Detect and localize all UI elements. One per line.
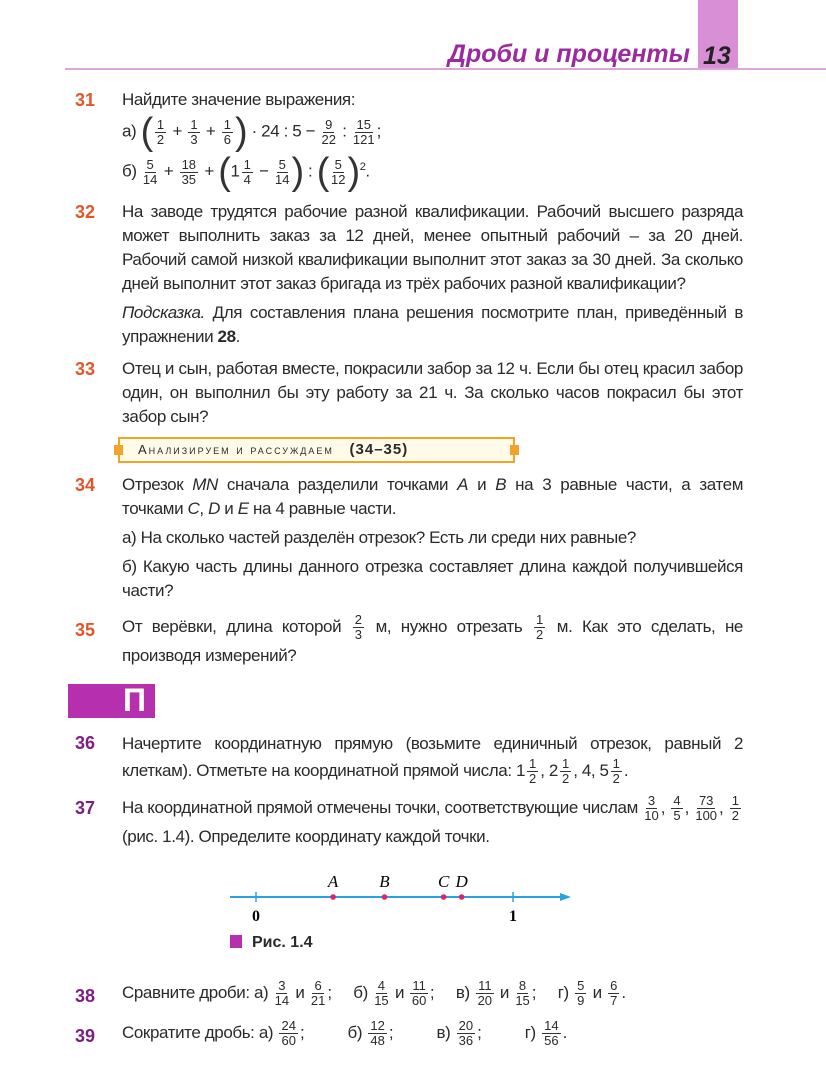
fraction: [542, 1019, 560, 1048]
text: ; г): [531, 983, 574, 1003]
fraction: [457, 1019, 475, 1048]
text: :: [303, 161, 317, 181]
denominator: 4: [243, 171, 251, 187]
numerator: 11: [478, 978, 492, 994]
point-marker: [441, 894, 447, 900]
numerator: 18: [181, 156, 197, 172]
fraction: [222, 118, 233, 147]
numerator: 3: [647, 793, 656, 809]
problem-number: 33: [75, 359, 96, 379]
point-label: D: [455, 872, 468, 892]
fraction: [730, 794, 741, 823]
fraction: [279, 1019, 297, 1048]
text: Отрезок: [122, 475, 193, 494]
fraction: [671, 794, 682, 823]
denominator: 60: [281, 1033, 296, 1049]
numerator: 3: [278, 978, 286, 994]
denominator: 15: [515, 993, 530, 1009]
italic-text: B: [495, 475, 507, 494]
denominator: 3: [354, 627, 363, 643]
denominator: 2: [561, 771, 570, 787]
figure-caption: [230, 934, 743, 952]
denominator: 60: [411, 993, 427, 1009]
problem-text: [122, 613, 743, 670]
denominator: 5: [673, 808, 681, 824]
denominator: 12: [330, 171, 346, 187]
parenthesis: ): [347, 151, 360, 193]
text: , 4, 5: [573, 761, 609, 781]
denominator: 22: [321, 131, 336, 147]
numerator: 1: [535, 612, 544, 628]
text: .: [235, 327, 240, 346]
problem-text: [122, 978, 743, 1008]
text: сначала разделили точками: [217, 475, 458, 494]
point-label: A: [327, 872, 339, 892]
fraction: [242, 158, 253, 187]
banner-range: (34–35): [349, 441, 409, 458]
denominator: 9: [577, 993, 585, 1009]
text: ; б): [299, 1023, 367, 1043]
text: Найдите значение выражения:: [122, 90, 356, 109]
numerator: 1: [529, 756, 537, 772]
hint: [122, 301, 743, 349]
point-marker: [382, 894, 388, 900]
fraction: [188, 118, 199, 147]
numerator: 5: [146, 156, 154, 172]
fraction: [275, 158, 289, 187]
text: .: [365, 161, 370, 181]
fraction: [143, 158, 157, 187]
numerator: 6: [314, 978, 322, 994]
problem-34: [75, 473, 743, 603]
denominator: 15: [374, 993, 389, 1009]
denominator: 2: [535, 627, 544, 643]
text: Для составления плана решения посмотрите план, приведённый в упражнении: [122, 303, 743, 346]
italic-text: MN: [192, 475, 218, 494]
numerator: 1: [223, 116, 231, 132]
part-b: [122, 555, 743, 603]
text: .: [562, 1023, 567, 1043]
denominator: 3: [190, 131, 198, 147]
problem-38: [75, 978, 743, 1008]
text: ,: [684, 798, 694, 818]
denominator: 2: [156, 131, 165, 147]
problem-31: [75, 88, 743, 192]
numerator: 8: [518, 978, 527, 994]
text: и: [390, 983, 409, 1003]
fraction: [410, 979, 428, 1008]
problem-number: 32: [75, 202, 96, 222]
page-number: 13: [703, 42, 731, 70]
numerator: 1: [156, 116, 165, 132]
text: .: [623, 761, 629, 781]
denominator: 48: [370, 1033, 385, 1049]
numerator: 24: [281, 1018, 296, 1034]
fraction: [374, 979, 388, 1008]
text: на 3 равные части, а затем точками: [122, 475, 743, 518]
numerator: 1: [731, 793, 739, 809]
text: −: [254, 161, 273, 181]
text: а) На сколько частей разделён отрезок? Есть ли среди них равные?: [122, 528, 636, 547]
text: м. Как это сделать, не производя измерений?: [122, 617, 743, 666]
text: на 4 равные части.: [248, 499, 397, 518]
denominator: 7: [610, 993, 618, 1009]
text: Сравните дроби: а): [122, 983, 273, 1003]
numerator: 15: [356, 116, 371, 132]
problem-number: 38: [75, 986, 96, 1007]
fraction: [180, 158, 198, 187]
text: и: [468, 475, 496, 494]
problem-number: 31: [75, 90, 96, 110]
text: ;: [376, 121, 381, 141]
number-line-figure: [225, 865, 585, 930]
denominator: 121: [352, 131, 375, 147]
parenthesis: (: [316, 151, 329, 193]
denominator: 56: [544, 1033, 559, 1049]
text: б) Какую часть длины данного отрезка составляет длина каждой получившейся части?: [122, 557, 743, 600]
problem-text: [122, 794, 743, 851]
text: ; г): [477, 1023, 541, 1043]
problem-32: [75, 200, 743, 349]
text: На координатной прямой отмечены точки, соответствующие числам: [122, 798, 643, 818]
point-label: C: [437, 872, 450, 892]
problem-35: [75, 613, 743, 670]
text: ; б): [327, 983, 373, 1003]
denominator: 20: [477, 993, 493, 1009]
denominator: 14: [142, 171, 158, 187]
text: и: [588, 983, 607, 1003]
italic-text: A: [457, 475, 469, 494]
problem-36: [75, 730, 743, 786]
italic-text: Подсказка.: [122, 303, 205, 322]
text: ; в): [388, 1023, 455, 1043]
text: На заводе трудятся рабочие разной квалификации. Рабочий высшего разряда может выполнить заказ за 12 дней, менее опытный рабочий – за 20 дней. Рабочий самой низкой квалификации выполнит этот заказ за 30 дней. За сколько дней выполнит этот заказ бригада из трёх рабочих разной квалификации?: [122, 202, 743, 293]
point-marker: [330, 894, 336, 900]
denominator: 14: [274, 171, 290, 187]
fraction: [534, 613, 545, 642]
text: б): [122, 161, 141, 181]
banner-marker: [114, 445, 123, 455]
text: От верёвки, длина которой: [122, 617, 351, 636]
parenthesis: (: [218, 151, 231, 193]
numerator: 4: [673, 793, 681, 809]
badge-letter: П: [123, 682, 146, 719]
problem-text: [122, 473, 743, 521]
axis-arrow: [560, 893, 571, 901]
exponent: 2: [359, 160, 366, 173]
fraction: [695, 794, 717, 823]
problem-number: 36: [75, 733, 96, 754]
numerator: 20: [458, 1018, 474, 1034]
fraction: [611, 757, 622, 786]
text: Отец и сын, работая вместе, покрасили забор за 12 ч. Если бы отец красил забор один, он выполнил бы эту работу за 21 ч. За сколько часов покрасил бы этот забор сын?: [122, 359, 743, 426]
caption-text: Рис. 1.4: [252, 934, 313, 952]
numerator: 2: [354, 612, 363, 628]
denominator: 10: [644, 808, 659, 824]
fraction: [331, 158, 345, 187]
numerator: 73: [698, 793, 714, 809]
caption-marker: [230, 935, 242, 948]
italic-text: C: [187, 499, 200, 518]
text: Начертите координатную прямую (возьмите единичный отрезок, равный 2 клеткам). Отметьте на координатной прямой числа: 1: [122, 734, 743, 781]
section-badge: [68, 684, 155, 718]
text: :: [337, 121, 351, 141]
problem-number: 37: [75, 798, 96, 819]
fraction: [311, 979, 325, 1008]
denominator: 14: [274, 993, 290, 1009]
text: ,: [199, 499, 209, 518]
denominator: 100: [695, 808, 718, 824]
text: (рис. 1.4). Определите координату каждой точки.: [122, 827, 490, 847]
chapter-title: Дроби и проценты: [447, 40, 690, 68]
fraction: [368, 1019, 386, 1048]
problem-number: 39: [75, 1026, 96, 1047]
fraction: [476, 979, 494, 1008]
fraction: [321, 118, 335, 147]
problem-37: [75, 794, 743, 851]
problem-33: [75, 357, 743, 429]
point-label: B: [379, 872, 390, 892]
part-b: [122, 152, 743, 192]
numerator: 4: [377, 978, 386, 994]
axis-label: 1: [509, 908, 517, 926]
text: +: [159, 161, 178, 181]
numerator: 9: [325, 116, 333, 132]
fraction: [527, 757, 538, 786]
text: ,: [660, 798, 670, 818]
page-content: [75, 88, 743, 1056]
problem-text: [122, 357, 743, 429]
fraction: [353, 118, 375, 147]
banner-label: Анализируем и рассуждаем: [138, 442, 334, 457]
text: ; в): [429, 983, 475, 1003]
axis-label: 0: [252, 908, 260, 926]
denominator: 36: [458, 1033, 474, 1049]
fraction: [644, 794, 658, 823]
text: ,: [719, 798, 728, 818]
numerator: 11: [412, 978, 426, 994]
part-a: [122, 112, 743, 152]
denominator: 21: [310, 993, 326, 1009]
problem-number: 35: [75, 620, 96, 640]
numerator: 1: [190, 116, 198, 132]
numerator: 1: [612, 756, 620, 772]
denominator: 35: [181, 171, 197, 187]
fraction: [608, 979, 619, 1008]
italic-text: D: [208, 499, 220, 518]
text: · 24 : 5 −: [247, 121, 320, 141]
numerator: 1: [561, 756, 570, 772]
problem-39: [75, 1018, 743, 1048]
numerator: 5: [334, 156, 342, 172]
text: +: [168, 121, 187, 141]
denominator: 2: [529, 771, 537, 787]
denominator: 2: [612, 771, 620, 787]
parenthesis: (: [140, 111, 153, 153]
problem-text: [122, 730, 743, 786]
numerator: 12: [370, 1018, 385, 1034]
numerator: 1: [243, 156, 251, 172]
numerator: 5: [278, 156, 286, 172]
point-marker: [459, 894, 465, 900]
numerator: 5: [577, 978, 585, 994]
numerator: 14: [544, 1018, 559, 1034]
text: м, нужно отрезать: [366, 617, 532, 636]
fraction: [560, 757, 571, 786]
text: и: [219, 499, 238, 518]
parenthesis: ): [291, 151, 304, 193]
text: 1: [230, 161, 240, 181]
problem-text: [122, 200, 743, 296]
denominator: 6: [223, 131, 231, 147]
text: .: [621, 983, 626, 1003]
text: и: [495, 983, 514, 1003]
text: Сократите дробь: а): [122, 1023, 278, 1043]
bold-text: 28: [217, 327, 236, 346]
problem-text: [122, 88, 743, 112]
banner-marker: [510, 445, 519, 455]
fraction: [353, 613, 364, 642]
fraction: [575, 979, 586, 1008]
text: +: [201, 121, 220, 141]
fraction: [155, 118, 166, 147]
problem-number: 34: [75, 475, 96, 495]
text: и: [291, 983, 309, 1003]
fraction: [275, 979, 289, 1008]
text: а): [122, 121, 141, 141]
section-banner: [118, 437, 515, 463]
parenthesis: ): [234, 111, 248, 153]
italic-text: E: [237, 499, 249, 518]
fraction: [515, 979, 529, 1008]
problem-text: [122, 1018, 743, 1048]
text: +: [200, 161, 219, 181]
denominator: 2: [731, 808, 739, 824]
text: , 2: [540, 761, 558, 781]
numerator: 6: [610, 978, 618, 994]
part-a: [122, 526, 743, 550]
